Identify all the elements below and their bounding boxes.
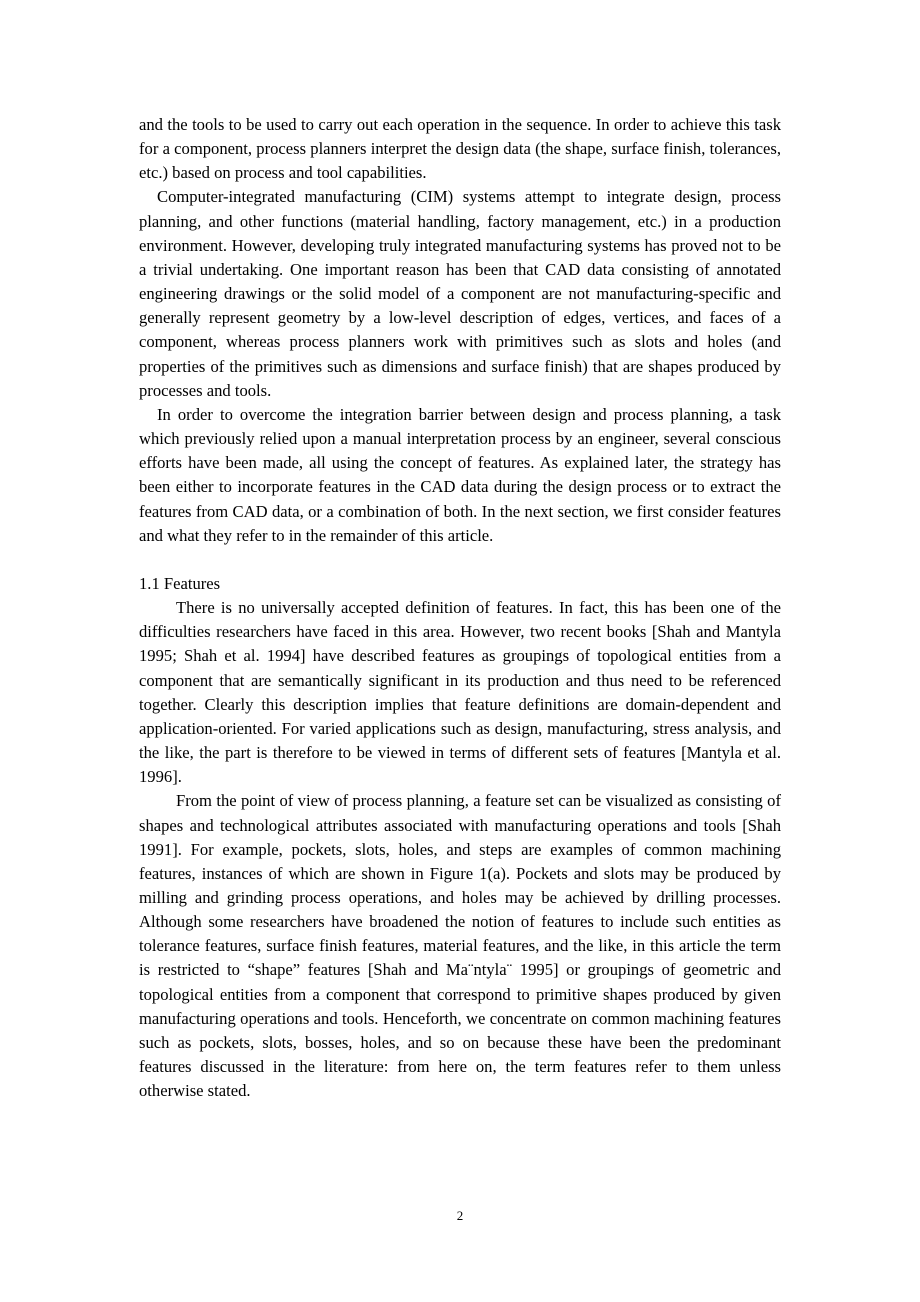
section-spacer <box>139 548 781 572</box>
paragraph-feature-definition: There is no universally accepted definition of features. In fact, this has been one of the difficulties researchers have faced in this area. However, two recent books [Shah and Mantyla 1995; Shah et al. 1994] have described features as groupings of topological entities from a component that are semantically significant in its production and thus need to be referenced together. Clearly this description implies that feature definitions are domain-dependent and application-oriented. For varied applications such as design, manufacturing, stress analysis, and the like, the part is therefore to be viewed in terms of different sets of features [Mantyla et al. 1996]. <box>139 598 781 787</box>
paragraph-process-planning: From the point of view of process planning, a feature set can be visualized as consisting of shapes and technological attributes associated with manufacturing operations and tools [Shah 1991]. For example, pockets, slots, holes, and steps are examples of common machining features, instances of which are shown in Figure 1(a). Pockets and slots may be produced by milling and grinding process operations, and holes may be achieved by drilling processes. Although some researchers have broadened the notion of features to include such entities as tolerance features, surface finish features, material features, and the like, in this article the term is restricted to “shape” features [Shah and Ma¨ntyla¨ 1995] or groupings of geometric and topological entities from a component that correspond to primitive shapes produced by given manufacturing operations and tools. Henceforth, we concentrate on common machining features such as pockets, slots, bosses, holes, and so on because these have been the predominant features discussed in the literature: from here on, the term features refer to them unless otherwise stated. <box>139 791 781 1101</box>
section-heading: 1.1 Features <box>139 573 221 593</box>
page-number: 2 <box>456 1208 464 1223</box>
paragraph-integration-barrier: In order to overcome the integration barrier between design and process planning, a task which previously relied upon a manual interpretation process by an engineer, several conscious efforts have been made, all using the concept of features. As explained later, the strategy has been either to incorporate features in the CAD data during the design process or to extract the features from CAD data, or a combination of both. In the next section, we first consider features and what they refer to in the remainder of this article. <box>139 404 781 545</box>
paragraph-cim: Computer-integrated manufacturing (CIM) systems attempt to integrate design, process planning, and other functions (material handling, factory management, etc.) in a production environment. However, developing truly integrated manufacturing systems has proved not to be a trivial undertaking. One important reason has been that CAD data consisting of annotated engineering drawings or the solid model of a component are not manufacturing-specific and generally represent geometry by a low-level description of edges, vertices, and faces of a component, whereas process planners work with primitives such as slots and holes (and properties of the primitives such as dimensions and surface finish) that are shapes produced by processes and tools. <box>139 187 781 400</box>
paragraph-continuation: and the tools to be used to carry out each operation in the sequence. In order to achieve this task for a component, process planners interpret the design data (the shape, surface finish, tolerances, etc.) based on process and tool capabilities. <box>139 115 781 183</box>
body-text <box>139 113 781 1103</box>
